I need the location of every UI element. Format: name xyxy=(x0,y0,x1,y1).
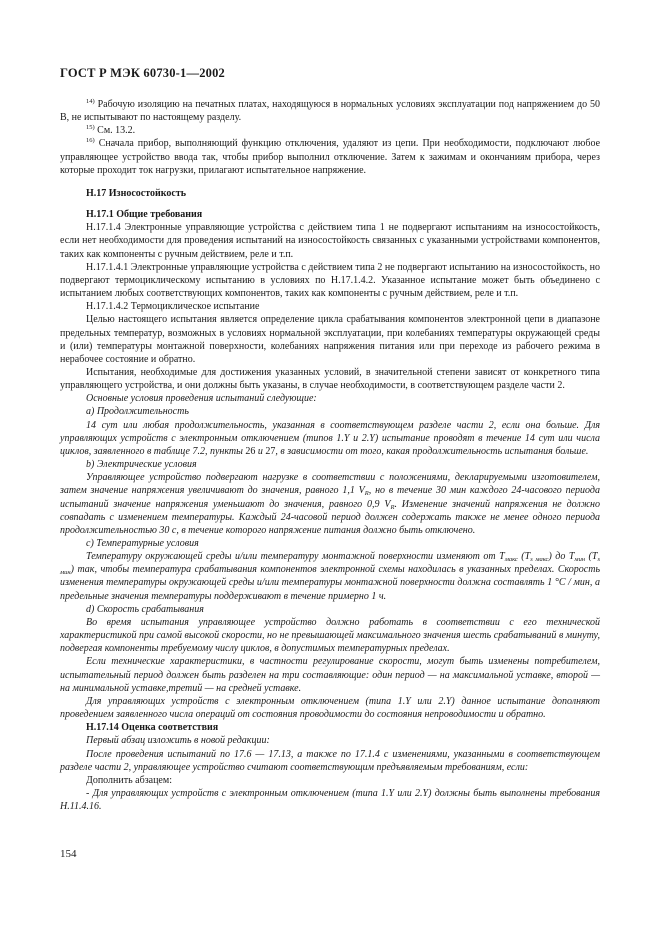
footnote-16 xyxy=(60,137,600,176)
paragraph-h17141: Н.17.1.4.1 Электронные управляющие устройства с действием типа 2 не подвергают испытанию на износостойкость, но подвергают термоциклическому испытанию в условиях по Н.17.1.4.2. Указанное испытание может быть объединено с испытанием любых соответствующих компонентов, таких как компоненты с ручным действием, реле и т.п. xyxy=(60,261,600,300)
footnote-mark: 16) xyxy=(86,137,95,145)
conditions-title: Основные условия проведения испытаний следующие: xyxy=(86,393,317,405)
paragraph-after-tests: После проведения испытаний по 17.6 — 17.13, а также по 17.1.4 с изменениями, указанными в соответствующем разделе части 2, управляющее устройство считают соответствующим предъявляемым требованиям, если: xyxy=(60,748,600,773)
condition-b-title: b) Электрические условия xyxy=(86,459,197,471)
paragraph-h17142: Н.17.1.4.2 Термоциклическое испытание xyxy=(86,301,260,313)
condition-c-text: Температуру окружающей среды и/или температуру монтажной поверхности изменяют от $T_{макс}$ $(T_{s макс})$ до $T_{мин}$ $(T_{s мин})$ так, чтобы температура срабатывания компонентов электронной схемы находилась в указанных пределах. Скорость изменения температуры окружающей среды и/или температуры монтажной поверхности должна составлять 1 °С / мин, а предельные значения температуры поддерживают в течение примерно 1 ч. xyxy=(60,551,600,602)
paragraph-electronic: Для управляющих устройств с электронным отключением (типа 1.Y или 2.Y) данное испытание дополняют проведением заявленного числа операций от состояния проводимости до состояния непроводимости и обратно. xyxy=(60,695,600,721)
condition-d-title: d) Скорость срабатывания xyxy=(86,603,204,615)
page-body xyxy=(60,98,600,813)
condition-d-text: Во время испытания управляющее устройство должно работать в соответствии с его технической характеристикой при самой высокой скорости, но не превышающей максимального значения шесть срабатываний в минуту, подвергая компоненты требуемому числу циклов, в допустимых температурных пределах. xyxy=(60,616,600,655)
subsection-heading-h171: Н.17.1 Общие требования xyxy=(86,209,203,221)
footnote-mark: 15) xyxy=(86,124,95,132)
footnote-text: Сначала прибор, выполняющий функцию отключения, удаляют из цепи. При необходимости, подключают любое управляющее устройство ввода так, чтобы прибор выполнил отключение. Затем к зажимам и окончаниям прибора, через которые проходит ток нагрузки, прилагают испытательное напряжение. xyxy=(60,138,601,176)
paragraph-add: Дополнить абзацем: xyxy=(86,774,172,786)
footnote-14 xyxy=(60,98,600,124)
paragraph-h1714: Н.17.1.4 Электронные управляющие устройства с действием типа 1 не подвергают испытаниям на износостойкость, если нет необходимости для проведения испытаний на износостойкость связанных с указанными устройствами компонентов, таких как компоненты с ручным действием, реле и т.п. xyxy=(60,222,600,260)
footnote-text: Рабочую изоляцию на печатных платах, находящуюся в нормальных условиях эксплуатации под напряжением до 50 В, не испытывают по настоящему разделу. xyxy=(60,99,601,124)
paragraph-first-par: Первый абзац изложить в новой редакции: xyxy=(86,735,270,747)
list-item-dash: - Для управляющих устройств с электронным отключением (типа 1.Y или 2.Y) должны быть выполнены требования Н.11.4.16. xyxy=(60,787,600,813)
subsection-heading-h1714: Н.17.14 Оценка соответствия xyxy=(86,722,219,734)
footnote-text: См. 13.2. xyxy=(97,125,136,137)
page-number: 154 xyxy=(60,848,77,860)
condition-c-title: с) Температурные условия xyxy=(86,538,199,549)
footnote-mark: 14) xyxy=(86,98,95,105)
condition-a-title: а) Продолжительность xyxy=(86,406,189,418)
section-heading-h17: Н.17 Износостойкость xyxy=(86,187,187,199)
condition-a-text: 14 сут или любая продолжительность, указанная в соответствующем разделе части 2, если она больше. Для управляющих устройств с электронным отключением (типов 1.Y и 2.Y) испытание проводят в течение 14 сут или числа циклов, заявленного в таблице 7.2, пункты 26 и 27, в зависимости от того, какая продолжительность испытания больше. xyxy=(60,419,600,457)
footnote-15 xyxy=(60,124,600,137)
condition-b-text: Управляющее устройство подвергают нагрузке в соответствии с положениями, декларируемыми изготовителем, затем значение напряжения увеличивают до значения, равного 1,1 $V_R$, но в течение 30 мин каждого 24-часового периода испытаний значение напряжения уменьшают до значения, равного 0,9 $V_R$. Изменение значений напряжения не должно совпадать с изменением температуры. Каждый 24-часовой период должен содержать также не менее одного периода продолжительностью 30 с, в течение которого напряжение питания должно быть отключено. xyxy=(60,472,601,536)
page-header: ГОСТ Р МЭК 60730-1—2002 xyxy=(60,66,225,80)
paragraph-tests: Испытания, необходимые для достижения указанных условий, в значительной степени зависят от конкретного типа управляющего устройства, и они должны быть указаны, в случае необходимости, в соответствующем разделе части 2. xyxy=(60,366,600,392)
paragraph-purpose: Целью настоящего испытания является определение цикла срабатывания компонентов электронной цепи в диапазоне предельных температур, возможных в условиях нормальной эксплуатации, при колебаниях температуры окружающей среды и (или) температуры монтажной поверхности, колебаниях напряжения питания или при переходе из рабочего режима в нерабочее состояние и обратно. xyxy=(60,314,600,365)
paragraph-consumer: Если технические характеристики, в частности регулирование скорости, могут быть изменены потребителем, испытательный период должен быть разделен на три составляющие: один период — на максимальной уставке, второй — на минимальной уставке,третий — на средней уставке. xyxy=(60,656,600,694)
